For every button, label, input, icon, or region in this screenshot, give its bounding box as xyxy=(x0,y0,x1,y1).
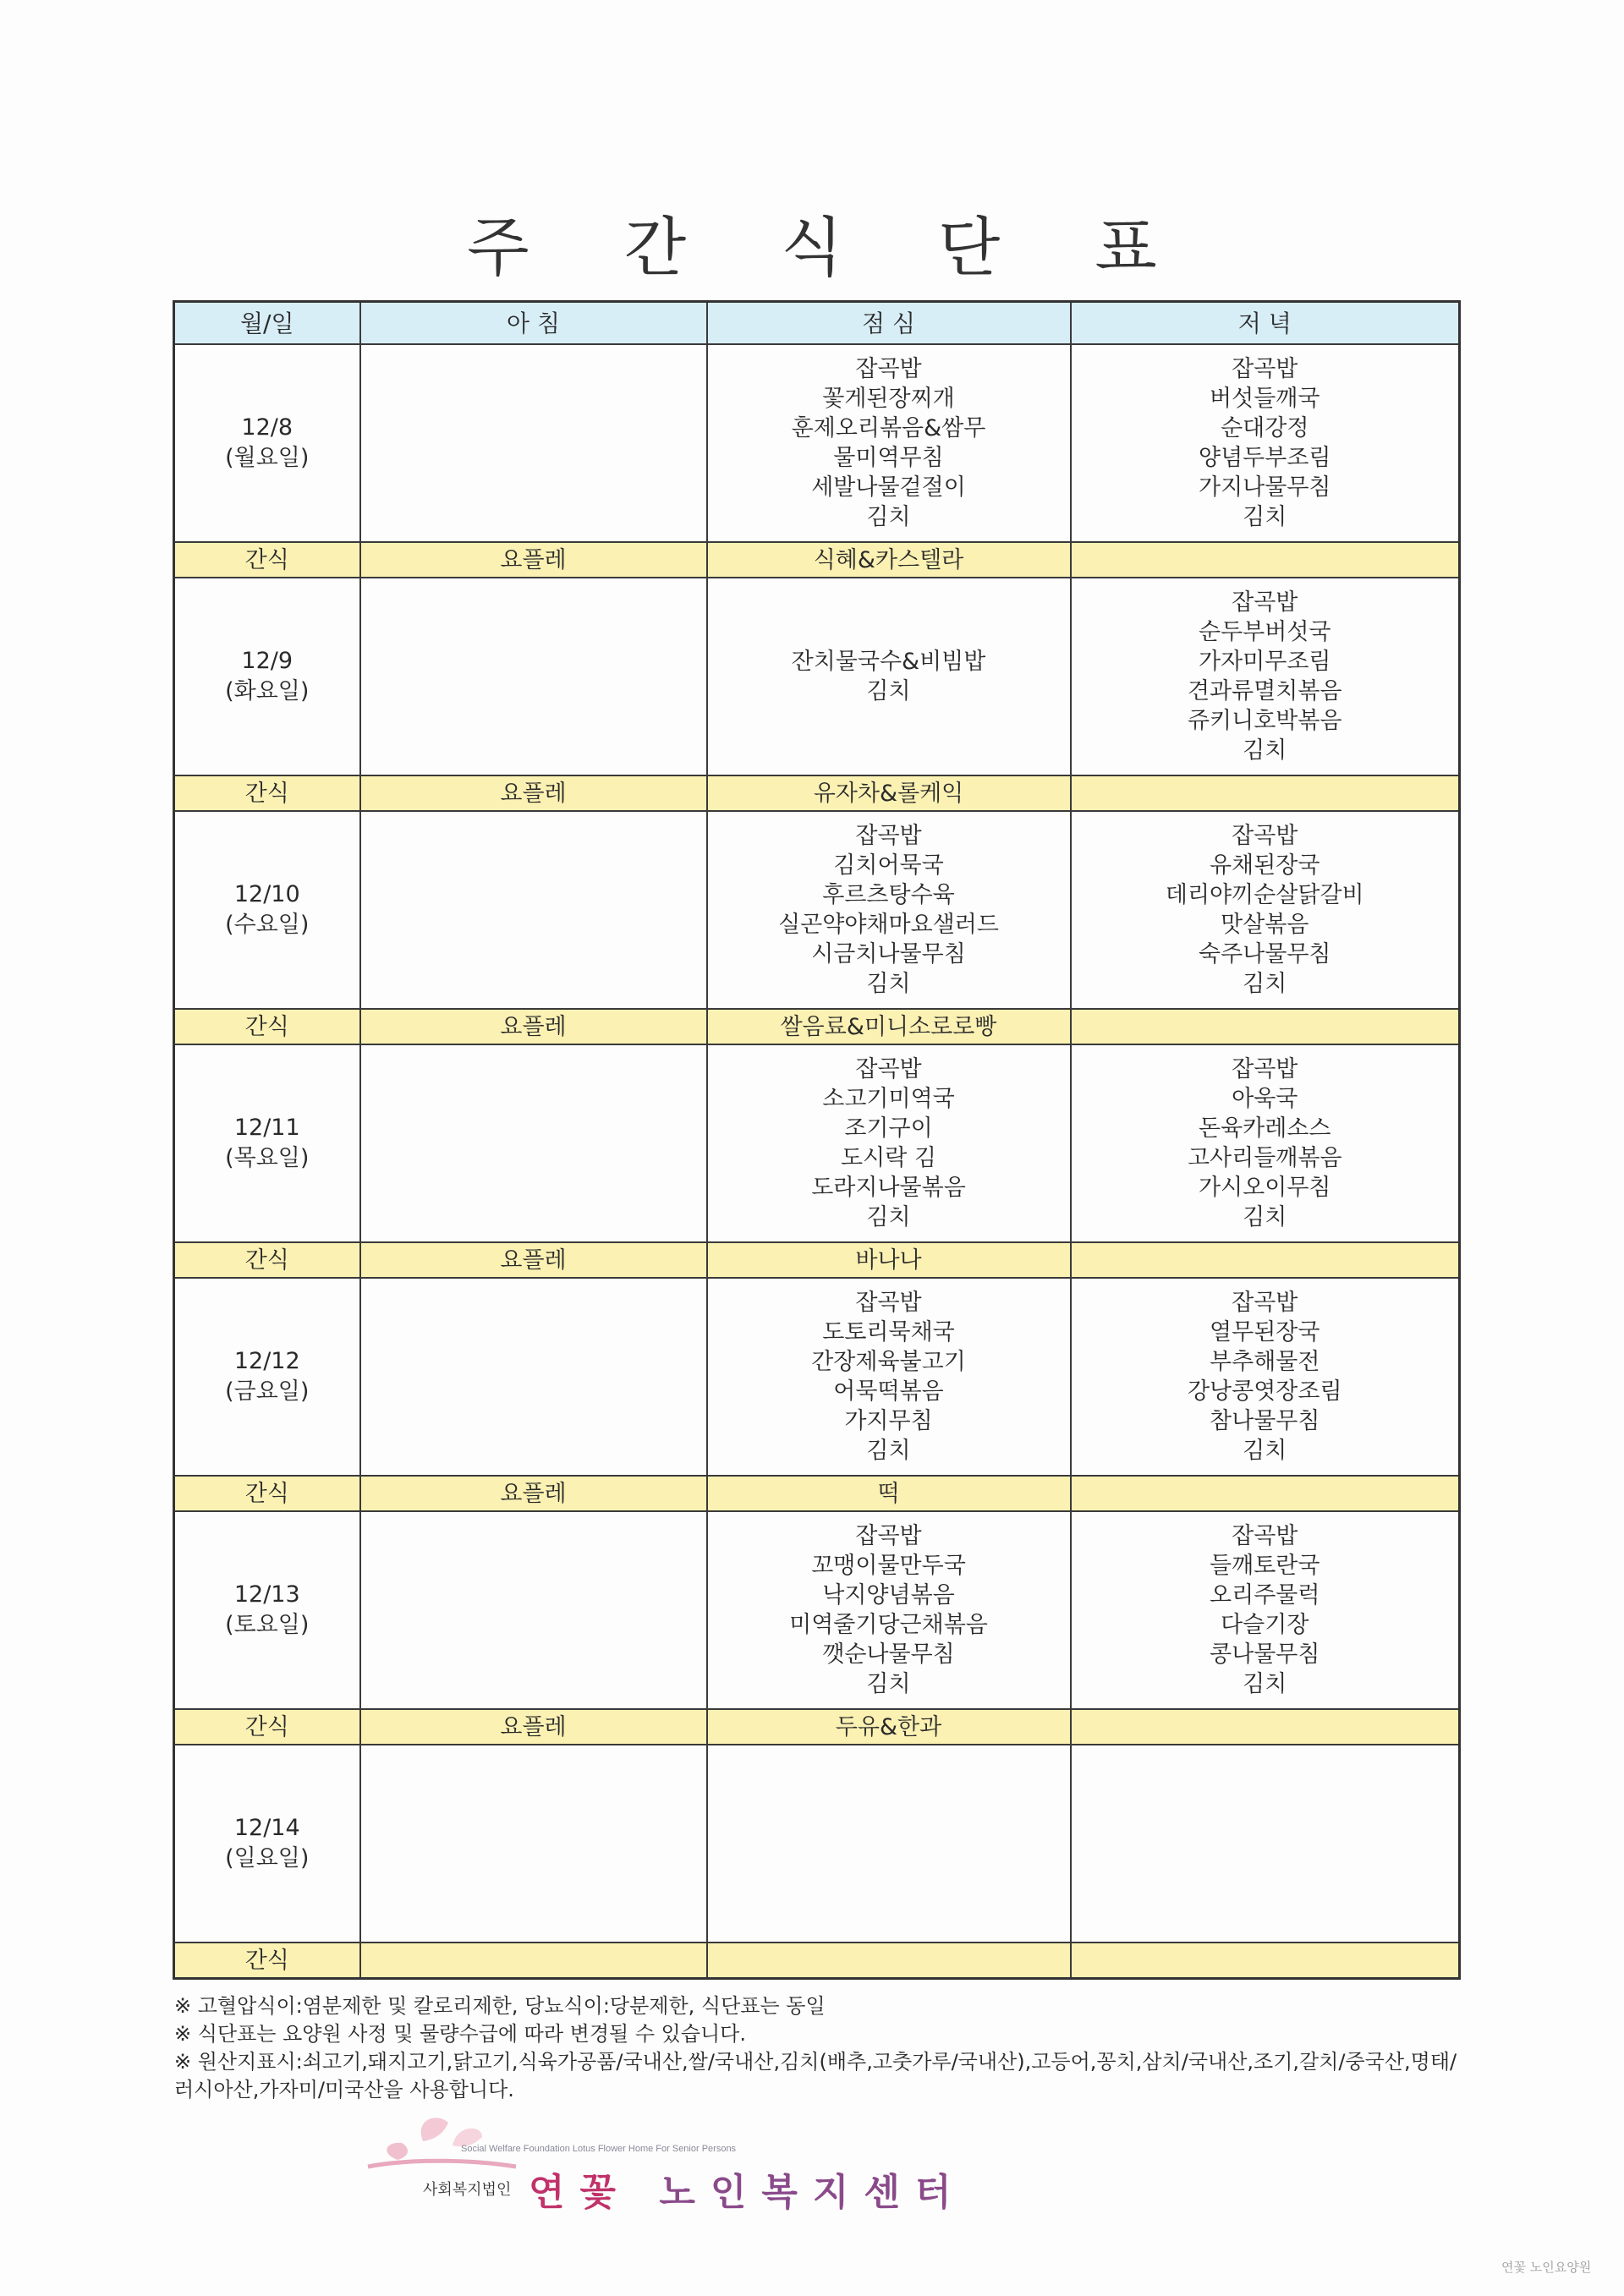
snack-label-cell: 간식 xyxy=(174,1476,360,1511)
menu-item: 잡곡밥 xyxy=(855,823,922,849)
snack-lunch-cell: 쌀음료&미니소로로빵 xyxy=(707,1009,1071,1044)
menu-item: 잡곡밥 xyxy=(1232,1056,1298,1082)
day-date: 12/13 xyxy=(233,1581,300,1608)
menu-item: 깻순나물무침 xyxy=(822,1641,955,1668)
menu-item: 잡곡밥 xyxy=(855,356,922,382)
menu-item: 어묵떡볶음 xyxy=(833,1378,944,1405)
day-row xyxy=(174,578,1460,775)
day-date-cell xyxy=(174,811,360,1009)
snack-dinner-cell xyxy=(1071,1709,1460,1745)
logo-english-text: Social Welfare Foundation Lotus Flower Home For Senior Persons xyxy=(461,2144,737,2154)
menu-item: 잡곡밥 xyxy=(1232,1290,1298,1316)
day-date-cell xyxy=(174,1044,360,1242)
menu-item: 콩나물무침 xyxy=(1210,1641,1320,1668)
menu-item: 김치 xyxy=(1243,504,1287,530)
snack-breakfast-cell: 요플레 xyxy=(360,542,707,578)
logo-name-rest: 노인복지센터 xyxy=(659,2171,967,2214)
snack-dinner-cell xyxy=(1071,542,1460,578)
menu-item: 가지나물무침 xyxy=(1199,474,1331,501)
note-line: ※ 식단표는 요양원 사정 및 물량수급에 따라 변경될 수 있습니다. xyxy=(174,2022,746,2046)
lunch-cell xyxy=(707,1745,1071,1943)
menu-item: 잡곡밥 xyxy=(855,1056,922,1082)
menu-item: 견과류멸치볶음 xyxy=(1187,678,1342,704)
menu-item: 김치 xyxy=(1243,1204,1287,1230)
menu-item: 훈제오리볶음&쌈무 xyxy=(791,415,986,441)
page-title: 주 간 식 단 표 xyxy=(467,210,1194,285)
breakfast-cell xyxy=(360,1511,707,1709)
menu-item: 아욱국 xyxy=(1232,1086,1298,1112)
dinner-cell xyxy=(1071,344,1460,542)
menu-item: 버섯들깨국 xyxy=(1210,386,1320,412)
day-row xyxy=(174,1044,1460,1242)
menu-item: 김치 xyxy=(1243,1671,1287,1697)
day-date-cell xyxy=(174,578,360,775)
menu-item: 오리주물럭 xyxy=(1210,1582,1320,1608)
menu-item: 부추해물전 xyxy=(1210,1349,1320,1375)
menu-item: 김치 xyxy=(866,504,911,530)
day-weekday: (토요일) xyxy=(225,1612,310,1638)
day-date: 12/12 xyxy=(233,1348,300,1374)
snack-row xyxy=(174,1943,1460,1979)
snack-dinner-cell xyxy=(1071,775,1460,811)
day-date-cell xyxy=(174,344,360,542)
corner-stamp: 연꽃 노인요양원 xyxy=(1501,2260,1592,2275)
menu-item: 김치 xyxy=(1243,1438,1287,1464)
snack-breakfast-cell: 요플레 xyxy=(360,1709,707,1745)
day-weekday: (일요일) xyxy=(225,1845,310,1871)
menu-item: 낙지양념볶음 xyxy=(822,1582,955,1608)
menu-item: 실곤약야채마요샐러드 xyxy=(778,912,999,938)
menu-item: 김치 xyxy=(1243,737,1287,764)
menu-item: 돈육카레소스 xyxy=(1199,1115,1331,1142)
snack-breakfast-cell: 요플레 xyxy=(360,1476,707,1511)
menu-item: 도시락 김 xyxy=(841,1145,936,1171)
menu-item: 김치 xyxy=(1243,971,1287,997)
menu-item: 가자미무조림 xyxy=(1199,649,1331,675)
snack-label-cell: 간식 xyxy=(174,542,360,578)
menu-item: 도라지나물볶음 xyxy=(811,1175,966,1201)
note-line: ※ 고혈압식이:염분제한 및 칼로리제한, 당뇨식이:당분제한, 식단표는 동일 xyxy=(174,1994,826,2018)
menu-item: 소고기미역국 xyxy=(822,1086,955,1112)
menu-item: 김치 xyxy=(866,1204,911,1230)
snack-breakfast-cell: 요플레 xyxy=(360,1242,707,1278)
notes xyxy=(174,1992,1460,2104)
lunch-cell xyxy=(707,1044,1071,1242)
snack-row xyxy=(174,542,1460,578)
menu-item: 조기구이 xyxy=(844,1115,933,1142)
day-weekday: (월요일) xyxy=(225,445,310,471)
menu-item: 다슬기장 xyxy=(1221,1612,1309,1638)
lunch-cell xyxy=(707,1511,1071,1709)
day-row xyxy=(174,344,1460,542)
snack-row xyxy=(174,1242,1460,1278)
day-weekday: (화요일) xyxy=(225,678,310,704)
day-row xyxy=(174,1511,1460,1709)
day-row xyxy=(174,1278,1460,1476)
dinner-cell xyxy=(1071,811,1460,1009)
menu-item: 김치 xyxy=(866,678,911,704)
snack-breakfast-cell: 요플레 xyxy=(360,775,707,811)
day-date: 12/10 xyxy=(233,881,300,907)
snack-breakfast-cell xyxy=(360,1943,707,1979)
day-weekday: (수요일) xyxy=(225,912,310,938)
snack-dinner-cell xyxy=(1071,1476,1460,1511)
menu-item: 도토리묵채국 xyxy=(822,1319,955,1345)
snack-label-cell: 간식 xyxy=(174,1943,360,1979)
menu-item: 참나물무침 xyxy=(1210,1408,1320,1434)
menu-item: 가지무침 xyxy=(844,1408,933,1434)
menu-item: 꽃게된장찌개 xyxy=(822,386,955,412)
snack-lunch-cell: 유자차&롤케익 xyxy=(707,775,1071,811)
breakfast-cell xyxy=(360,1278,707,1476)
dinner-cell xyxy=(1071,1511,1460,1709)
menu-item: 순두부버섯국 xyxy=(1199,619,1331,645)
menu-item: 김치 xyxy=(866,1438,911,1464)
menu-item: 김치어묵국 xyxy=(833,852,944,879)
menu-item: 숙주나물무침 xyxy=(1199,941,1331,967)
lunch-cell xyxy=(707,811,1071,1009)
snack-label-cell: 간식 xyxy=(174,1009,360,1044)
day-row xyxy=(174,811,1460,1009)
logo-foundation-text: 사회복지법인 xyxy=(423,2181,512,2199)
menu-item: 잡곡밥 xyxy=(855,1523,922,1549)
menu-item: 김치 xyxy=(866,1671,911,1697)
day-weekday: (금요일) xyxy=(225,1378,310,1405)
day-date: 12/8 xyxy=(241,414,294,441)
menu-item: 잡곡밥 xyxy=(855,1290,922,1316)
menu-item: 후르츠탕수육 xyxy=(822,882,955,908)
menu-item: 쥬키니호박볶음 xyxy=(1187,708,1342,734)
logo-name xyxy=(529,2162,966,2216)
menu-body xyxy=(174,344,1460,1979)
menu-item: 가시오이무침 xyxy=(1199,1175,1331,1201)
dinner-cell xyxy=(1071,1745,1460,1943)
snack-lunch-cell: 식혜&카스텔라 xyxy=(707,542,1071,578)
weekly-menu-table xyxy=(173,300,1461,1980)
breakfast-cell xyxy=(360,1044,707,1242)
snack-dinner-cell xyxy=(1071,1242,1460,1278)
menu-item: 잔치물국수&비빔밥 xyxy=(791,649,986,675)
dinner-cell xyxy=(1071,1278,1460,1476)
menu-item: 들깨토란국 xyxy=(1210,1553,1320,1579)
snack-lunch-cell: 바나나 xyxy=(707,1242,1071,1278)
snack-lunch-cell xyxy=(707,1943,1071,1979)
menu-item: 미역줄기당근채볶음 xyxy=(789,1612,988,1638)
snack-row xyxy=(174,775,1460,811)
day-date-cell xyxy=(174,1745,360,1943)
snack-dinner-cell xyxy=(1071,1009,1460,1044)
snack-row xyxy=(174,1009,1460,1044)
snack-label-cell: 간식 xyxy=(174,775,360,811)
breakfast-cell xyxy=(360,344,707,542)
menu-item: 양념두부조림 xyxy=(1199,445,1331,471)
menu-item: 잡곡밥 xyxy=(1232,589,1298,616)
snack-row xyxy=(174,1709,1460,1745)
menu-item: 데리야끼순살닭갈비 xyxy=(1165,882,1364,908)
note-line: ※ 원산지표시:쇠고기,돼지고기,닭고기,식육가공품/국내산,쌀/국내산,김치(배추,고춧가루/국내산),고등어,꽁치,삼치/국내산,조기,갈치/중국산,명태/러시아산,가자미/미국산을 사용합니다. xyxy=(174,2050,1457,2101)
menu-item: 맛살볶음 xyxy=(1221,912,1309,938)
menu-item: 잡곡밥 xyxy=(1232,1523,1298,1549)
day-date: 12/11 xyxy=(233,1115,300,1141)
day-row xyxy=(174,1745,1460,1943)
breakfast-cell xyxy=(360,811,707,1009)
snack-row xyxy=(174,1476,1460,1511)
breakfast-cell xyxy=(360,1745,707,1943)
day-date-cell xyxy=(174,1278,360,1476)
menu-item: 꼬맹이물만두국 xyxy=(811,1553,966,1579)
dinner-cell xyxy=(1071,1044,1460,1242)
dinner-cell xyxy=(1071,578,1460,775)
snack-lunch-cell: 떡 xyxy=(707,1476,1071,1511)
menu-item: 순대강정 xyxy=(1221,415,1309,441)
lunch-cell xyxy=(707,344,1071,542)
header-date: 월/일 xyxy=(174,302,360,345)
header-lunch: 점 심 xyxy=(707,302,1071,345)
header-dinner: 저 녁 xyxy=(1071,302,1460,345)
logo-name-first: 연꽃 xyxy=(529,2171,632,2214)
table-header-row xyxy=(174,302,1460,345)
day-date: 12/14 xyxy=(233,1815,300,1841)
menu-item: 시금치나물무침 xyxy=(811,941,966,967)
menu-item: 유채된장국 xyxy=(1210,852,1320,879)
header-breakfast: 아 침 xyxy=(360,302,707,345)
menu-item: 잡곡밥 xyxy=(1232,823,1298,849)
menu-item: 고사리들깨볶음 xyxy=(1187,1145,1342,1171)
menu-item: 강낭콩엿장조림 xyxy=(1187,1378,1342,1405)
snack-lunch-cell: 두유&한과 xyxy=(707,1709,1071,1745)
snack-label-cell: 간식 xyxy=(174,1709,360,1745)
menu-item: 간장제육불고기 xyxy=(811,1349,966,1375)
menu-item: 세발나물겉절이 xyxy=(811,474,966,501)
day-date-cell xyxy=(174,1511,360,1709)
breakfast-cell xyxy=(360,578,707,775)
snack-dinner-cell xyxy=(1071,1943,1460,1979)
snack-breakfast-cell: 요플레 xyxy=(360,1009,707,1044)
snack-label-cell: 간식 xyxy=(174,1242,360,1278)
menu-item: 잡곡밥 xyxy=(1232,356,1298,382)
menu-item: 열무된장국 xyxy=(1210,1319,1320,1345)
lunch-cell xyxy=(707,1278,1071,1476)
day-weekday: (목요일) xyxy=(225,1145,310,1171)
day-date: 12/9 xyxy=(241,648,294,674)
lunch-cell xyxy=(707,578,1071,775)
menu-item: 물미역무침 xyxy=(833,445,944,471)
menu-item: 김치 xyxy=(866,971,911,997)
